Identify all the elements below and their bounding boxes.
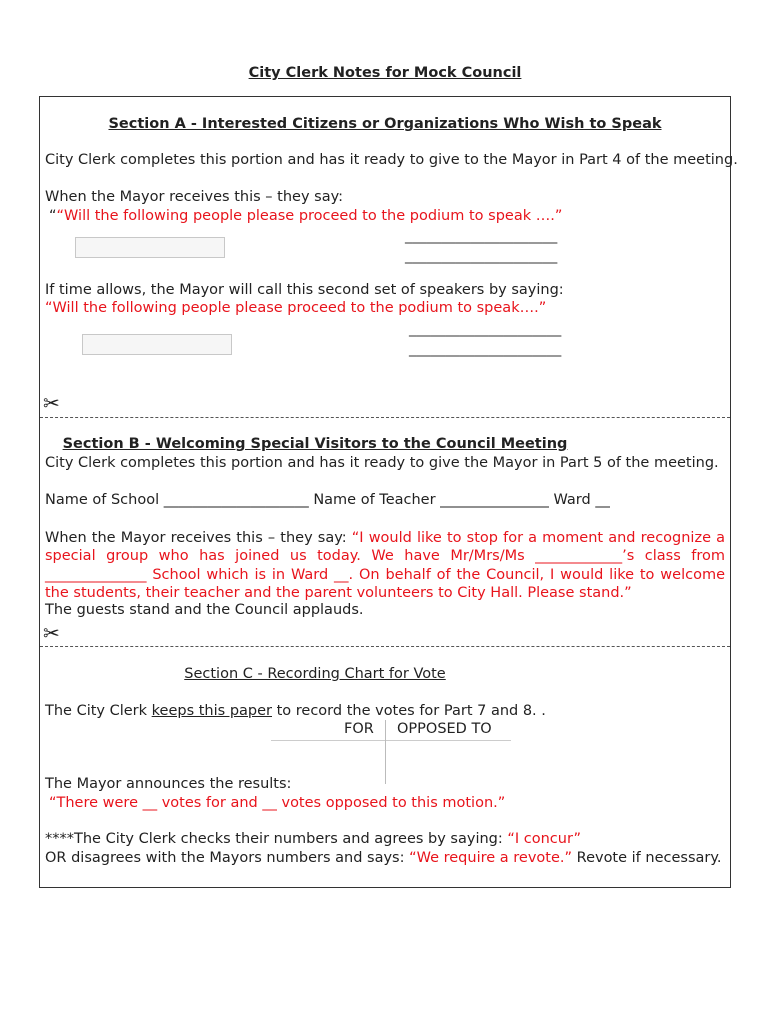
section-a-time-allows: If time allows, the Mayor will call this second set of speakers by saying: [45, 282, 564, 298]
cut-line-2 [40, 646, 730, 647]
section-b-name-of-school[interactable]: Name of School ____________________ Name of Teacher _______________ Ward __ [45, 492, 610, 508]
section-c-concur-line [45, 831, 581, 847]
section-a-quote-1 [49, 208, 562, 224]
section-b-quote: “I would like to stop for a moment and recognize a special group who has joined us today. We have Mr/Mrs/Ms ____________’s class from ______________ School which is in Ward __. On behalf of the Council, I would like to welcome the students, their teacher and the parent volunteers to City Hall. Please stand.” [45, 530, 726, 601]
scissors-icon: ✂ [43, 621, 60, 645]
speaker-name-box-2[interactable] [82, 334, 232, 355]
speaker-blank-3[interactable]: _____________________ [409, 321, 562, 337]
revote-suffix: Revote if necessary. [572, 850, 722, 866]
concur-quote: “I concur” [507, 831, 582, 847]
mayor-says-label: When the Mayor receives this – they say: [45, 530, 347, 546]
section-c-keeps-line [45, 703, 546, 719]
speaker-blank-1[interactable]: _____________________ [405, 228, 558, 244]
section-a-intro: City Clerk completes this portion and has it ready to give to the Mayor in Part 4 of the meeting. [45, 152, 738, 168]
section-a-heading: Section A - Interested Citizens or Organizations Who Wish to Speak [108, 116, 662, 132]
revote-quote: “We require a revote.” [409, 850, 573, 866]
section-a-mayor-receives: When the Mayor receives this – they say: [45, 189, 343, 205]
page-title: City Clerk Notes for Mock Council [248, 65, 522, 81]
vote-chart-header-line [271, 740, 511, 741]
section-c-revote-line [45, 850, 721, 866]
vote-col-opposed: OPPOSED TO [397, 721, 492, 737]
section-c-heading: Section C - Recording Chart for Vote [184, 666, 446, 682]
keeps-underlined: keeps this paper [151, 703, 272, 719]
cut-line-1 [40, 417, 730, 418]
revote-prefix: OR disagrees with the Mayors numbers and says: [45, 850, 410, 866]
section-b-heading: Section B - Welcoming Special Visitors to the Council Meeting [62, 436, 568, 452]
vote-chart-divider [385, 720, 386, 784]
scissors-icon: ✂ [43, 391, 60, 415]
section-b-guests: The guests stand and the Council applauds. [45, 602, 364, 618]
speaker-blank-2[interactable]: _____________________ [405, 248, 558, 264]
section-b-intro: City Clerk completes this portion and has it ready to give the Mayor in Part 5 of the meeting. [45, 455, 719, 471]
speaker-blank-4[interactable]: _____________________ [409, 341, 562, 357]
section-c-results-quote: “There were __ votes for and __ votes opposed to this motion.” [49, 795, 506, 811]
concur-prefix: ****The City Clerk checks their numbers and agrees by saying: [45, 831, 508, 847]
keeps-suffix: to record the votes for Part 7 and 8. . [272, 703, 546, 719]
vote-col-for: FOR [344, 721, 374, 737]
section-a-quote-2: “Will the following people please proceed to the podium to speak….” [45, 300, 547, 316]
section-c-announces: The Mayor announces the results: [45, 776, 292, 792]
quote-1-prefix: “ [49, 208, 57, 224]
keeps-prefix: The City Clerk [45, 703, 152, 719]
quote-1-text: “Will the following people please proceed to the podium to speak ….” [56, 208, 563, 224]
section-b-mayor-says [45, 529, 725, 602]
speaker-name-box-1[interactable] [75, 237, 225, 258]
